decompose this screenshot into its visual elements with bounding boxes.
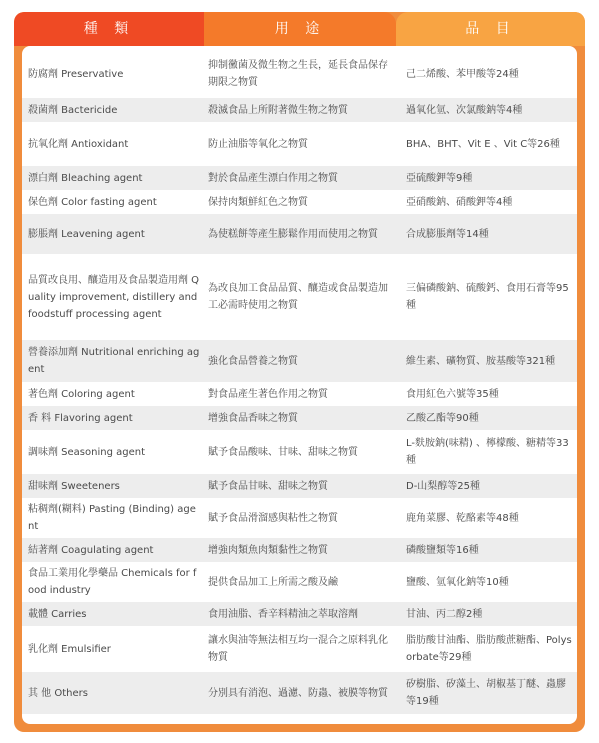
table-header	[14, 12, 585, 46]
cell-use: 讓水與油等無法相互均一混合之原料乳化物質	[208, 635, 388, 663]
cell-items: 己二烯酸、苯甲酸等24種	[406, 68, 519, 80]
cell-use: 賦予食品甘味、甜味之物質	[208, 480, 328, 492]
cell-items: 鹿角菜膠、乾酪素等48種	[406, 512, 519, 524]
table-row	[22, 626, 577, 672]
table-row	[22, 50, 577, 98]
table-row	[22, 382, 577, 406]
cell-type: 載體 Carries	[28, 608, 87, 620]
table-row	[22, 214, 577, 254]
cell-use: 分別具有消泡、過濾、防蟲、被膜等物質	[208, 687, 388, 699]
cell-use: 為改良加工食品品質、釀造或食品製造加工必需時使用之物質	[208, 283, 388, 311]
cell-items: 過氧化氫、次氯酸鈉等4種	[406, 104, 523, 116]
cell-use: 對食品產生著色作用之物質	[208, 388, 328, 400]
cell-items: 脂肪酸甘油酯、脂肪酸蔗糖酯、Polysorbate等29種	[406, 635, 572, 663]
cell-type: 保色劑 Color fasting agent	[28, 196, 157, 208]
cell-items: 合成膨脹劑等14種	[406, 228, 489, 240]
additive-table	[14, 12, 585, 732]
cell-use: 防止油脂等氧化之物質	[208, 138, 308, 150]
cell-items: BHA、BHT、Vit E 、Vit C等26種	[406, 138, 560, 150]
cell-items: 食用紅色六號等35種	[406, 388, 499, 400]
table-row	[22, 538, 577, 562]
cell-use: 為使糕餅等產生膨鬆作用而使用之物質	[208, 228, 378, 240]
cell-items: 矽樹脂、矽藻土、胡椒基丁醚、蟲膠等19種	[406, 679, 566, 707]
cell-items: 磷酸鹽類等16種	[406, 544, 479, 556]
cell-use: 食用油脂、香辛料精油之萃取溶劑	[208, 608, 358, 620]
cell-use: 增強肉類魚肉類黏性之物質	[208, 544, 328, 556]
cell-type: 其 他 Others	[28, 687, 88, 699]
table-row	[22, 430, 577, 474]
table-row	[22, 254, 577, 340]
cell-use: 賦予食品酸味、甘味、甜味之物質	[208, 446, 358, 458]
cell-type: 香 料 Flavoring agent	[28, 412, 133, 424]
cell-type: 膨脹劑 Leavening agent	[28, 228, 145, 240]
cell-items: 亞硫酸鉀等9種	[406, 172, 473, 184]
cell-type: 結著劑 Coagulating agent	[28, 544, 154, 556]
cell-use: 增強食品香味之物質	[208, 412, 298, 424]
table-body	[22, 46, 577, 724]
cell-type: 漂白劑 Bleaching agent	[28, 172, 143, 184]
cell-items: 甘油、丙二醇2種	[406, 608, 483, 620]
table-row	[22, 98, 577, 122]
cell-items: 亞硝酸鈉、硝酸鉀等4種	[406, 196, 513, 208]
table-row	[22, 166, 577, 190]
header-use: 用 途	[204, 12, 396, 46]
cell-items: L-麩胺鈉(味精) 、檸檬酸、糖精等33種	[406, 438, 569, 466]
cell-use: 提供食品加工上所需之酸及鹼	[208, 576, 338, 588]
table-row	[22, 602, 577, 626]
cell-type: 抗氧化劑 Antioxidant	[28, 138, 129, 150]
header-type: 種 類	[14, 12, 204, 46]
cell-type: 乳化劑 Emulsifier	[28, 643, 111, 655]
cell-type: 品質改良用、釀造用及食品製造用劑 Quality improvement, distillery and foodstuff processing agent	[28, 274, 200, 320]
cell-type: 著色劑 Coloring agent	[28, 388, 135, 400]
cell-type: 粘稠劑(糊料) Pasting (Binding) agent	[28, 504, 196, 532]
cell-use: 保持肉類鮮紅色之物質	[208, 196, 308, 208]
table-row	[22, 498, 577, 538]
cell-use: 賦予食品滑溜感與粘性之物質	[208, 512, 338, 524]
table-row	[22, 122, 577, 166]
cell-items: D-山梨醇等25種	[406, 480, 481, 492]
cell-type: 殺菌劑 Bactericide	[28, 104, 118, 116]
cell-type: 營養添加劑 Nutritional enriching agent	[28, 347, 200, 375]
table-row	[22, 562, 577, 602]
cell-use: 對於食品產生漂白作用之物質	[208, 172, 338, 184]
table-row	[22, 340, 577, 382]
cell-items: 維生素、礦物質、胺基酸等321種	[406, 355, 556, 367]
cell-type: 甜味劑 Sweeteners	[28, 480, 120, 492]
cell-items: 乙酸乙酯等90種	[406, 412, 479, 424]
table-row	[22, 474, 577, 498]
cell-use: 抑制黴菌及微生物之生長，延長食品保存期限之物質	[208, 60, 388, 88]
table-row	[22, 190, 577, 214]
cell-items: 三偏磷酸鈉、硫酸鈣、食用石膏等95種	[406, 283, 569, 311]
cell-use: 強化食品營養之物質	[208, 355, 298, 367]
cell-type: 防腐劑 Preservative	[28, 68, 124, 80]
table-row	[22, 406, 577, 430]
cell-type: 食品工業用化學藥品 Chemicals for food industry	[28, 568, 197, 596]
cell-use: 殺滅食品上所附著微生物之物質	[208, 104, 348, 116]
header-items: 品 目	[396, 12, 585, 46]
cell-type: 調味劑 Seasoning agent	[28, 446, 146, 458]
table-row	[22, 672, 577, 714]
cell-items: 鹽酸、氫氧化鈉等10種	[406, 576, 509, 588]
